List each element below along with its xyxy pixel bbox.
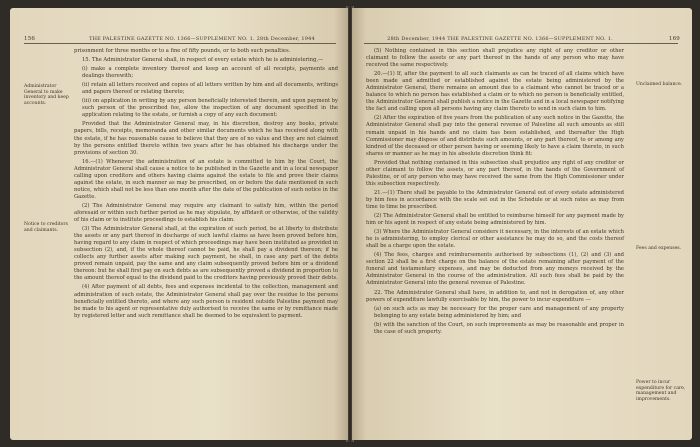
paragraph: 15. The Administrator General shall, in respect of every estate which he is administering,—: [82, 57, 324, 64]
paragraph: (a) on such acts as may be necessary for the proper care and management of any property belonging to any estate being administered by him; and: [374, 305, 624, 319]
right-page-number: 169: [668, 36, 680, 42]
left-page-number: 156: [24, 36, 36, 42]
left-page-header: [24, 36, 336, 42]
paragraph: (2) After the expiration of five years from the publication of any such notice in the Gazette, the Administrator General shall pay into the general revenue of Palestine all such amounts as still remain unpaid in his hands and no claim has been established, and thereafter the High Commissioner may dispose of and distribute such amounts, or any part thereof, to or among any kindred of the deceased or other person having or seeming likely to have a claim thereto, in such shares or manner as he may in his absolute discretion think fit:: [366, 115, 624, 157]
paragraph: Provided that nothing contained in this subsection shall prejudice any right of any creditor or other claimant to follow the assets, or any part thereof, in the hands of the Government of Palestine, or of any person who may have received the same from the High Commissioner under this subsection respectively.: [366, 159, 624, 187]
paragraph: (4) The fees, charges and reimbursements authorised by subsections (1), (2) and (3) and section 22 shall be a first charge on the balance of the estate remaining after payment of the funeral and testamentary expenses, and may be deducted from any moneys received by the Administrator General in the course of the administration. All such fees shall be paid by the Administrator General into the general revenue of Palestine.: [366, 252, 624, 287]
left-page: [10, 8, 348, 440]
paragraph: 22. The Administrator General shall have, in addition to, and not in derogation of, any other powers of expenditure lawfully exercisable by him, the power to incur expenditure —: [366, 289, 624, 303]
paragraph: (5) Nothing contained in this section shall prejudice any right of any creditor or other claimant to follow the assets or any part thereof in the hands of any person who may have received the same respectively.: [366, 48, 624, 69]
paragraph: 21.—(1) There shall be payable to the Administrator General out of every estate administered by him fees in accordance with the scale set out in the Schedule or at such rates as may from time to time be prescribed.: [366, 189, 624, 210]
left-page-running-head: THE PALESTINE GAZETTE NO. 1366—SUPPLEMENT NO. 1. 28th December, 1944: [89, 36, 315, 42]
paragraph: (iii) on application in writing by any person beneficially interested therein, and upon payment by such person of the prescribed fee, allow the inspection of any document specified in the application relating to the estate, or furnish a copy of any such document:: [82, 98, 338, 119]
paragraph: Provided that the Administrator General may, in his discretion, destroy any books, private papers, bills, receipts, memoranda and other similar documents which he has received along with the estate, if he has reasonable cause to believe that they are of no value and they are not claimed by the persons entitled thereto within two years after he has obtained his discharge under the provisions of section 30.: [74, 121, 338, 156]
paragraph: (i) make a complete inventory thereof and keep an account of all receipts, payments and dealings therewith;: [82, 66, 338, 80]
right-page-running-head: 28th December, 1944 THE PALESTINE GAZETTE NO. 1366—SUPPLEMENT NO. 1.: [387, 36, 613, 42]
paragraph: (2) The Administrator General may require any claimant to satisfy him, within the period aforesaid or within such further period as he may stipulate, by affidavit or otherwise, of the validity of his claim or to institute proceedings to establish his claim.: [74, 202, 338, 224]
right-header-rule: [364, 43, 678, 44]
paragraph: 20.—(1) If, after the payment to all such claimants as can be traced of all claims which have been made and admitted or established against the estate being administered by the Administrator General, there remains an amount due to a claimant who cannot be traced or a balance to which no person has established a claim or to which no person is beneficially entitled, the Administrator General shall publish a notice in the Gazette and in a local newspaper notifying the fact and calling upon all persons having any claim thereto to send in such claim to him.: [366, 71, 624, 113]
paragraph: (b) with the sanction of the Court, on such improvements as may be reasonable and proper in the case of such property.: [374, 321, 624, 335]
paragraph: (3) Where the Administrator General considers it necessary, in the interests of an estate which he is administering, to employ clerical or other assistance he may do so, and the costs thereof shall be a charge upon the estate.: [366, 229, 624, 250]
right-page-header: [364, 36, 680, 42]
paragraph: (3) The Administrator General shall, at the expiration of such period, be at liberty to distribute the assets or any part thereof in discharge of such lawful claims as have been proved before him, having regard to any claim in respect of which proceedings may have been instituted as provided in subsection (2), and, if the whole thereof cannot be paid, he shall pay a dividend thereon; if he collects any further assets after making such payment, he shall, in case any part of the debts proved remain unpaid, pay the same and any claim subsequently proved before him or a dividend thereon: but he shall first pay on such debts as are subsequently proved a dividend in proportion to the amount thereof equal to the dividend paid to the creditors having previously proved their debts.: [74, 226, 338, 282]
right-text-column: [366, 48, 624, 338]
left-header-rule: [24, 43, 336, 44]
margin-note: Notice to creditors and claimants.: [24, 222, 68, 233]
paragraph: (4) After payment of all debts, fees and expenses incidental to the collection, management and administration of such estate, the Administrator General shall pay over the residue to the persons beneficially entitled thereto, and where any such person is resident outside Palestine payment may be made to his agent or representative duly authorised to receive the same or by remittance made by registered letter and such remittance shall be deemed to be equivalent to payment.: [74, 284, 338, 319]
margin-note: Unclaimed balance.: [636, 82, 683, 87]
margin-note: Administrator General to make inventory and keep accounts.: [24, 84, 69, 106]
paragraph: (2) The Administrator General shall be entitled to reimburse himself for any payment made by him or his agent in respect of any estate being administered by him.: [366, 213, 624, 227]
margin-note: Fees and expenses.: [636, 246, 682, 251]
paragraph: prisonment for three months or to a fine of fifty pounds, or to both such penalties.: [74, 48, 291, 54]
left-text-column: [74, 48, 338, 322]
margin-note: Power to incur expenditure for care, management and improvements.: [636, 380, 686, 402]
paragraph: (ii) retain all letters received and copies of all letters written by him and all documents, writings and papers thereof or relating thereto;: [82, 82, 338, 96]
right-page: [352, 8, 692, 440]
paragraph: 16.—(1) Whenever the administration of an estate is committed to him by the Court, the Administrator General shall cause a notice to be published in the Gazette and in a local newspaper calling upon creditors and others having claims against the estate to file and prove their claims against the estate, in such manner as may be prescribed, on or before the date mentioned in such notice, which shall not be less than one month after the date of the publication of such notice in the Gazette.: [74, 158, 338, 200]
